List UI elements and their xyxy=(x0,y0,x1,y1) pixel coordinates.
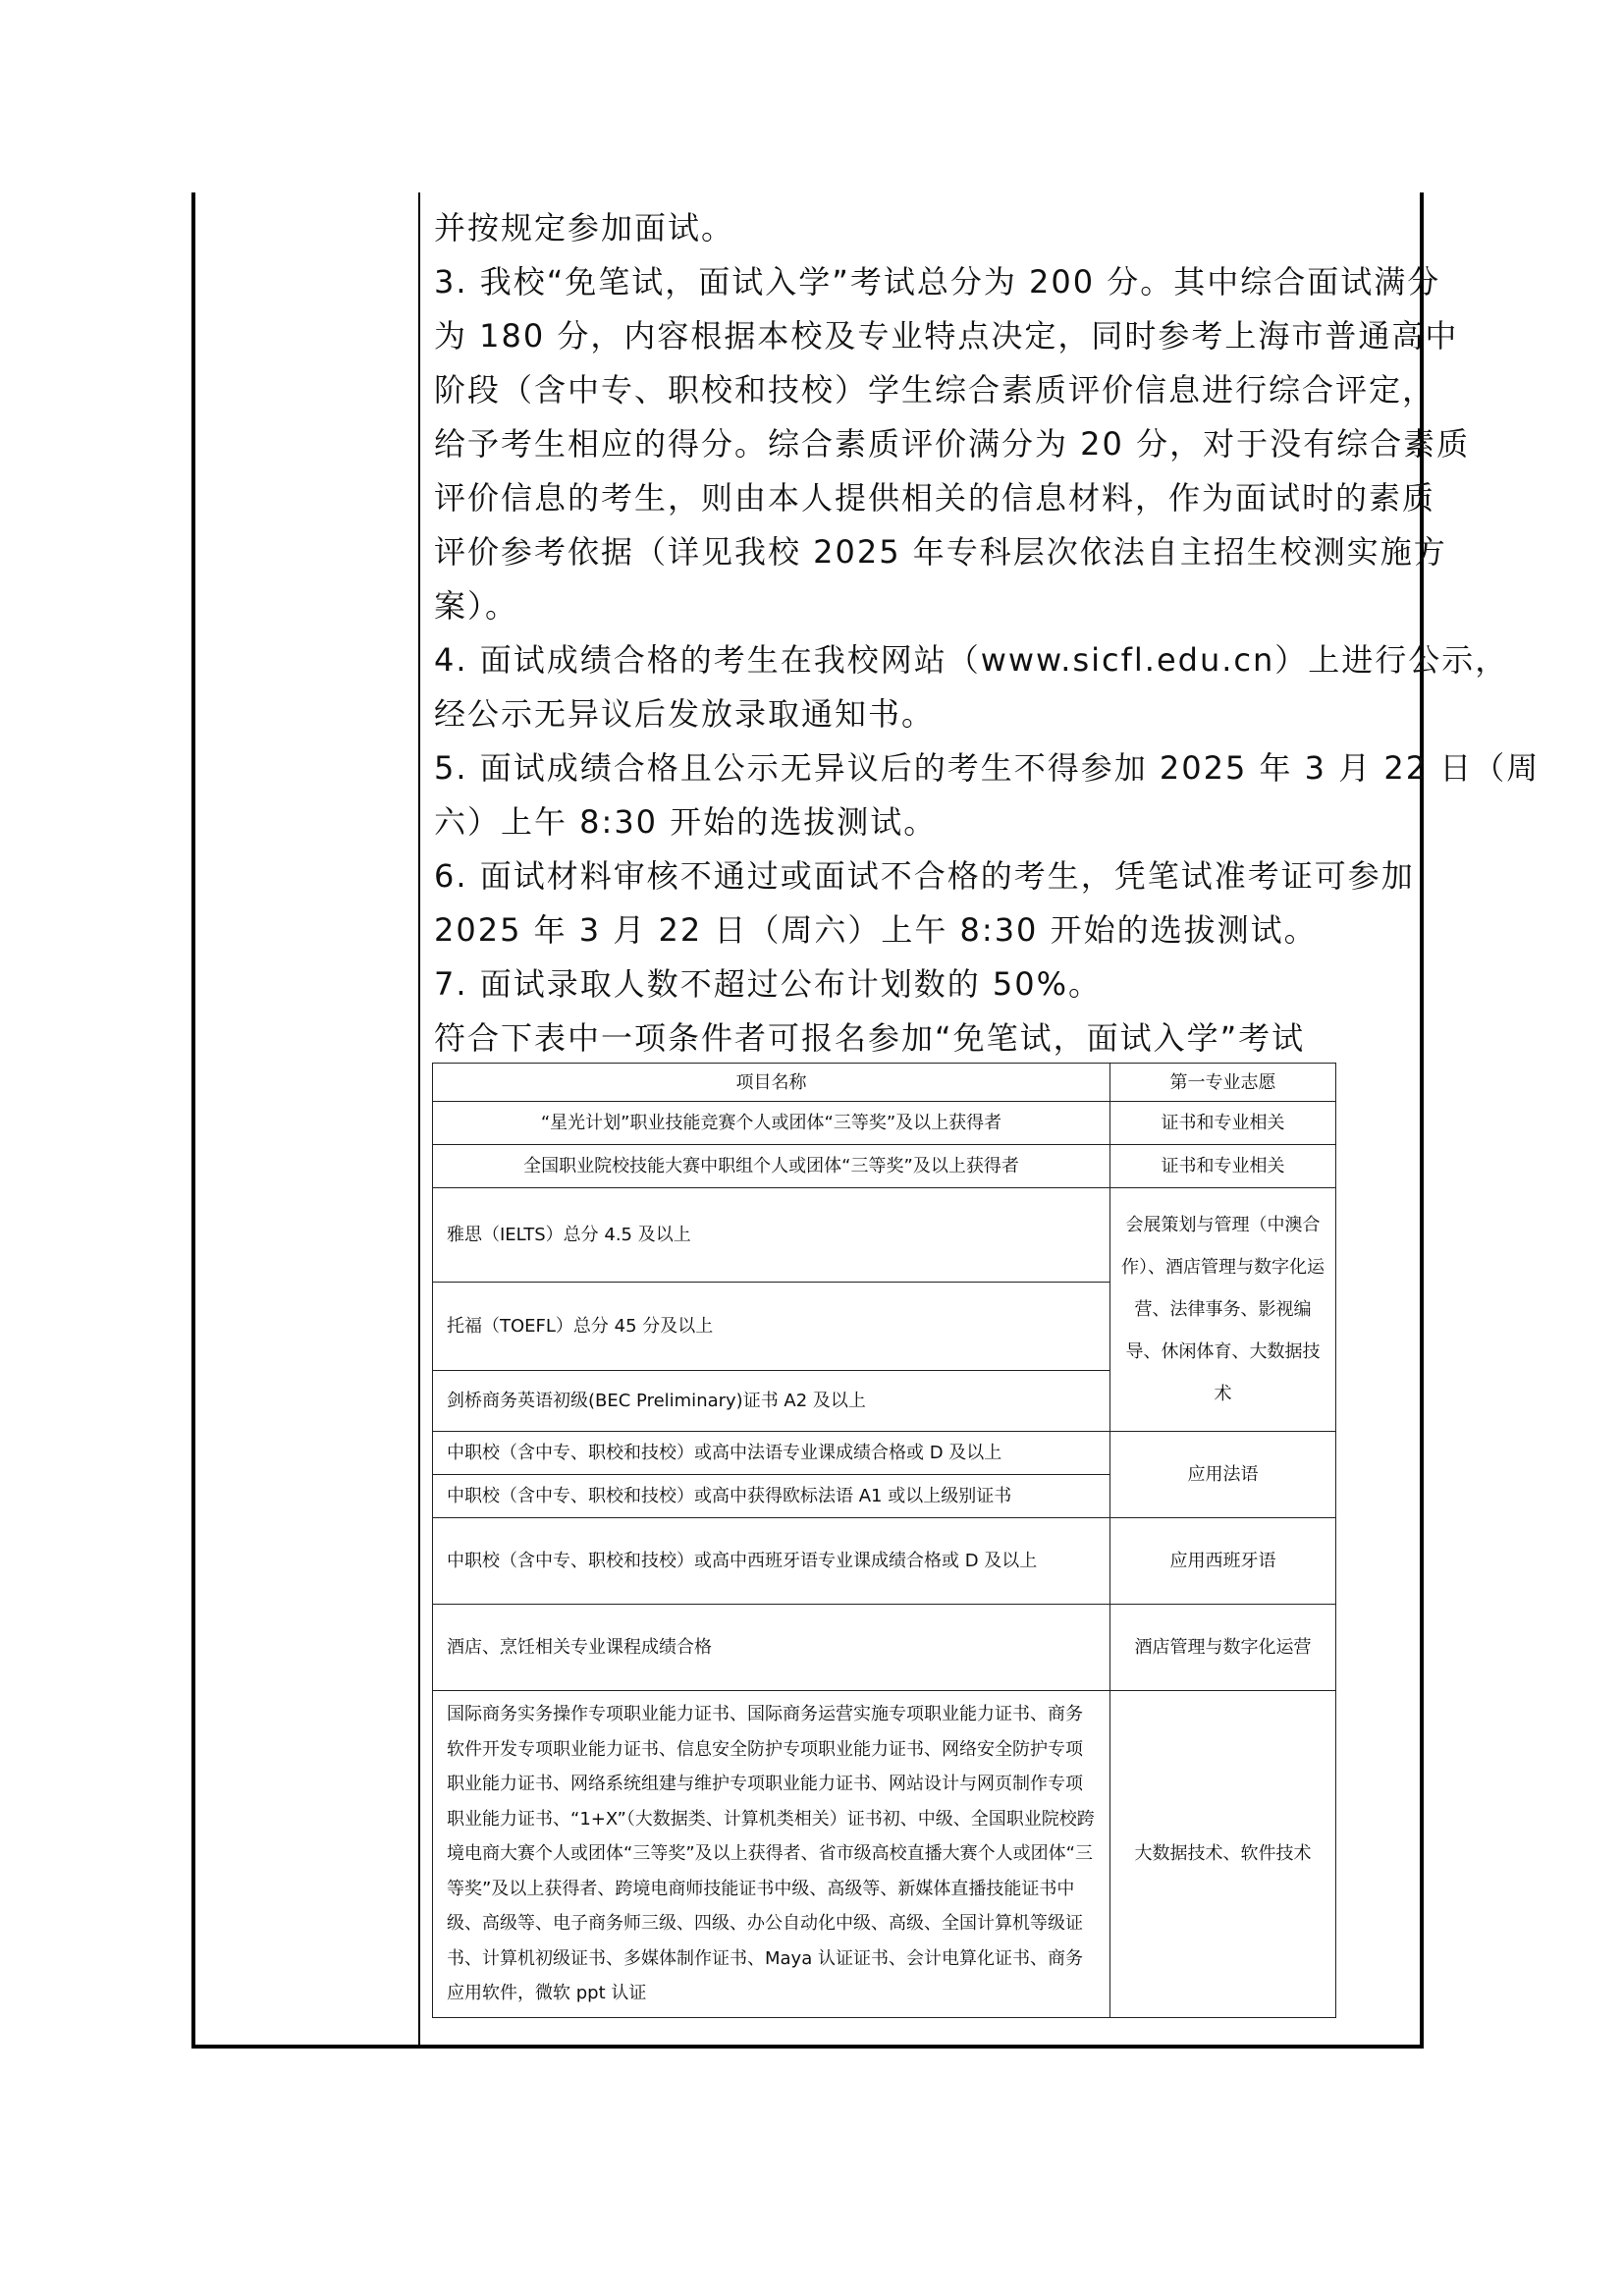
major-cell: 证书和专业相关 xyxy=(1110,1102,1336,1145)
text-line: 案）。 xyxy=(434,587,519,625)
major-cell: 应用西班牙语 xyxy=(1110,1518,1336,1605)
table-row xyxy=(433,1102,1336,1145)
table-row xyxy=(433,1188,1336,1283)
text-line: 3. 我校“免笔试，面试入学”考试总分为 200 分。其中综合面试满分 xyxy=(434,263,1441,301)
text-line: 5. 面试成绩合格且公示无异议后的考生不得参加 2025 年 3 月 22 日（周 xyxy=(434,749,1541,787)
major-cell: 会展策划与管理（中澳合作）、酒店管理与数字化运营、法律事务、影视编导、休闲体育、大数据技术 xyxy=(1110,1188,1336,1432)
item-cell: 中职校（含中专、职校和技校）或高中西班牙语专业课成绩合格或 D 及以上 xyxy=(433,1518,1110,1605)
text-line: 阶段（含中专、职校和技校）学生综合素质评价信息进行综合评定， xyxy=(434,371,1436,409)
eligibility-table xyxy=(432,1063,1336,2018)
frame-column-divider xyxy=(418,192,420,2047)
item-cell: “星光计划”职业技能竞赛个人或团体“三等奖”及以上获得者 xyxy=(433,1102,1110,1145)
major-cell: 酒店管理与数字化运营 xyxy=(1110,1605,1336,1691)
table-row xyxy=(433,1432,1336,1475)
text-line: 六）上午 8:30 开始的选拔测试。 xyxy=(434,803,938,841)
major-cell: 证书和专业相关 xyxy=(1110,1145,1336,1188)
item-cell: 剑桥商务英语初级(BEC Preliminary)证书 A2 及以上 xyxy=(433,1371,1110,1432)
table-title: 符合下表中一项条件者可报名参加“免笔试，面试入学”考试 xyxy=(434,1019,1306,1057)
text-line: 7. 面试录取人数不超过公布计划数的 50%。 xyxy=(434,965,1103,1003)
frame-left-border xyxy=(191,192,195,2047)
item-cell: 雅思（IELTS）总分 4.5 及以上 xyxy=(433,1188,1110,1283)
table-row xyxy=(433,1691,1336,2018)
table-row xyxy=(433,1145,1336,1188)
major-cell: 大数据技术、软件技术 xyxy=(1110,1691,1336,2018)
item-cell: 中职校（含中专、职校和技校）或高中获得欧标法语 A1 或以上级别证书 xyxy=(433,1475,1110,1518)
table-header-row xyxy=(433,1064,1336,1102)
text-line: 给予考生相应的得分。综合素质评价满分为 20 分，对于没有综合素质 xyxy=(434,425,1471,463)
text-line: 评价参考依据（详见我校 2025 年专科层次依法自主招生校测实施方 xyxy=(434,533,1447,571)
item-cell: 中职校（含中专、职校和技校）或高中法语专业课成绩合格或 D 及以上 xyxy=(433,1432,1110,1475)
frame-bottom-border xyxy=(191,2045,1424,2049)
text-line: 6. 面试材料审核不通过或面试不合格的考生，凭笔试准考证可参加 xyxy=(434,857,1415,895)
text-line: 评价信息的考生，则由本人提供相关的信息材料，作为面试时的素质 xyxy=(434,479,1436,517)
item-cell: 酒店、烹饪相关专业课程成绩合格 xyxy=(433,1605,1110,1691)
text-line: 2025 年 3 月 22 日（周六）上午 8:30 开始的选拔测试。 xyxy=(434,911,1318,949)
major-cell: 应用法语 xyxy=(1110,1432,1336,1518)
table-row xyxy=(433,1518,1336,1605)
text-line: 4. 面试成绩合格的考生在我校网站（www.sicfl.edu.cn）上进行公示， xyxy=(434,641,1509,679)
text-line: 并按规定参加面试。 xyxy=(434,209,735,246)
text-line: 经公示无异议后发放录取通知书。 xyxy=(434,695,936,733)
table-row xyxy=(433,1605,1336,1691)
header-item-name: 项目名称 xyxy=(433,1064,1110,1102)
item-cell: 托福（TOEFL）总分 45 分及以上 xyxy=(433,1283,1110,1371)
item-cell: 全国职业院校技能大赛中职组个人或团体“三等奖”及以上获得者 xyxy=(433,1145,1110,1188)
policy-text xyxy=(434,201,1541,1011)
item-cell: 国际商务实务操作专项职业能力证书、国际商务运营实施专项职业能力证书、商务软件开发专项职业能力证书、信息安全防护专项职业能力证书、网络安全防护专项职业能力证书、网络系统组建与维护专项职业能力证书、网站设计与网页制作专项职业能力证书、“1+X”（大数据类、计算机类相关）证书初、中级、全国职业院校跨境电商大赛个人或团体“三等奖”及以上获得者、省市级高校直播大赛个人或团体“三等奖”及以上获得者、跨境电商师技能证书中级、高级等、新媒体直播技能证书中级、高级等、电子商务师三级、四级、办公自动化中级、高级、全国计算机等级证书、计算机初级证书、多媒体制作证书、Maya 认证证书、会计电算化证书、商务应用软件，微软 ppt 认证 xyxy=(433,1691,1110,2018)
frame-right-border xyxy=(1420,192,1424,2047)
text-line: 为 180 分，内容根据本校及专业特点决定，同时参考上海市普通高中 xyxy=(434,317,1459,355)
header-first-major: 第一专业志愿 xyxy=(1110,1064,1336,1102)
